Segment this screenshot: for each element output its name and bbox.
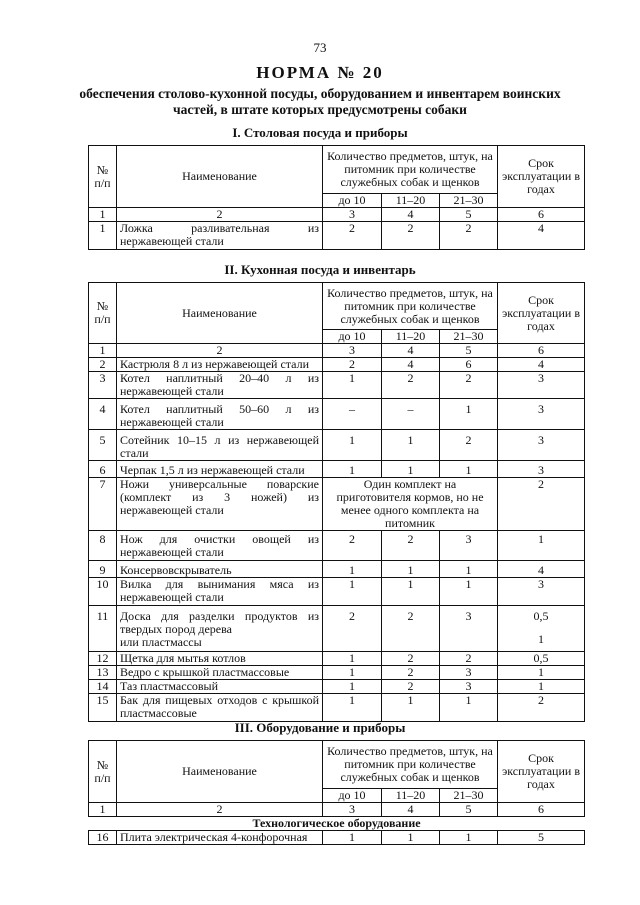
row-num: 9 bbox=[89, 561, 117, 578]
row-term: 3 bbox=[498, 372, 585, 399]
row-q3: 2 bbox=[440, 372, 498, 399]
row-num: 7 bbox=[89, 478, 117, 531]
row-name: Ложка разливательная из нержавеющей стали bbox=[117, 222, 323, 250]
row-term: 1 bbox=[498, 680, 585, 694]
table-row bbox=[89, 680, 585, 694]
row-name: Плита электрическая 4-конфорочная bbox=[117, 831, 323, 845]
row-name: Нож для очистки овощей из нержавеющей стали bbox=[117, 531, 323, 561]
index-cell: 5 bbox=[440, 803, 498, 817]
row-num: 15 bbox=[89, 694, 117, 722]
row-q3: 2 bbox=[440, 430, 498, 461]
row-name: Таз пластмассовый bbox=[117, 680, 323, 694]
row-name: Котел наплитный 50–60 л из нержавеющей стали bbox=[117, 399, 323, 430]
row-q2: 1 bbox=[382, 831, 440, 845]
index-cell: 6 bbox=[498, 208, 585, 222]
row-q2: – bbox=[382, 399, 440, 430]
row-name: Котел наплитный 20–40 л из нержавеющей стали bbox=[117, 372, 323, 399]
table-row bbox=[89, 358, 585, 372]
row-q3: 1 bbox=[440, 561, 498, 578]
row-num: 6 bbox=[89, 461, 117, 478]
table-row bbox=[89, 606, 585, 652]
table-row bbox=[89, 578, 585, 606]
row-q1: 2 bbox=[323, 531, 382, 561]
row-name: Консервовскрыватель bbox=[117, 561, 323, 578]
row-num: 5 bbox=[89, 430, 117, 461]
header-q1: до 10 bbox=[323, 194, 382, 208]
index-cell: 3 bbox=[323, 344, 382, 358]
header-name: Наименование bbox=[117, 146, 323, 208]
group-heading: Технологическое оборудование bbox=[89, 817, 585, 831]
row-q3: 1 bbox=[440, 694, 498, 722]
row-num: 11 bbox=[89, 606, 117, 652]
row-q2: 1 bbox=[382, 461, 440, 478]
row-q2: 4 bbox=[382, 358, 440, 372]
row-term: 2 bbox=[498, 478, 585, 531]
table-row bbox=[89, 399, 585, 430]
row-q1: 1 bbox=[323, 652, 382, 666]
row-name bbox=[117, 606, 323, 652]
header-qty: Количество предметов, штук, на питомник при количестве служебных собак и щенков bbox=[323, 741, 498, 789]
row-q3: 3 bbox=[440, 680, 498, 694]
row-num: 2 bbox=[89, 358, 117, 372]
row-num: 1 bbox=[89, 222, 117, 250]
row-q1: 1 bbox=[323, 430, 382, 461]
row-term-value: 0,5 bbox=[533, 609, 549, 623]
row-q2: 2 bbox=[382, 680, 440, 694]
header-q3: 21–30 bbox=[440, 194, 498, 208]
row-term: 3 bbox=[498, 578, 585, 606]
row-num: 16 bbox=[89, 831, 117, 845]
row-term: 5 bbox=[498, 831, 585, 845]
row-term: 1 bbox=[498, 666, 585, 680]
row-term: 2 bbox=[498, 694, 585, 722]
index-cell: 6 bbox=[498, 803, 585, 817]
row-name: Бак для пищевых отходов с крышкой пластмассовые bbox=[117, 694, 323, 722]
header-q3: 21–30 bbox=[440, 330, 498, 344]
header-q2: 11–20 bbox=[382, 330, 440, 344]
row-name-line: Доска для разделки продуктов из твердых пород дерева bbox=[120, 609, 319, 636]
table-row bbox=[89, 478, 585, 531]
header-num: № п/п bbox=[89, 741, 117, 803]
row-name-alt: или пластмассы bbox=[120, 635, 202, 649]
row-num: 12 bbox=[89, 652, 117, 666]
section-2-title: II. Кухонная посуда и инвентарь bbox=[224, 262, 416, 277]
row-q2: 2 bbox=[382, 222, 440, 250]
table-row bbox=[89, 461, 585, 478]
row-q1: 2 bbox=[323, 606, 382, 652]
row-q2: 2 bbox=[382, 372, 440, 399]
row-num: 13 bbox=[89, 666, 117, 680]
table-row bbox=[89, 561, 585, 578]
header-q2: 11–20 bbox=[382, 789, 440, 803]
table-section-2 bbox=[88, 282, 585, 722]
row-q3: 1 bbox=[440, 461, 498, 478]
section-3-title: III. Оборудование и приборы bbox=[234, 720, 406, 735]
row-q3: 6 bbox=[440, 358, 498, 372]
row-num: 8 bbox=[89, 531, 117, 561]
row-q1: 1 bbox=[323, 461, 382, 478]
table-row bbox=[89, 222, 585, 250]
row-q1: 2 bbox=[323, 358, 382, 372]
index-cell: 2 bbox=[117, 208, 323, 222]
row-q2: 2 bbox=[382, 652, 440, 666]
row-name: Сотейник 10–15 л из нержавеющей стали bbox=[117, 430, 323, 461]
index-cell: 6 bbox=[498, 344, 585, 358]
row-name: Кастрюля 8 л из нержавеющей стали bbox=[117, 358, 323, 372]
row-q3: 1 bbox=[440, 831, 498, 845]
page-number: 73 bbox=[313, 40, 327, 55]
table-row bbox=[89, 430, 585, 461]
index-cell: 5 bbox=[440, 208, 498, 222]
index-cell: 1 bbox=[89, 208, 117, 222]
row-term: 1 bbox=[498, 531, 585, 561]
table-row bbox=[89, 666, 585, 680]
row-name: Черпак 1,5 л из нержавеющей стали bbox=[117, 461, 323, 478]
index-cell: 5 bbox=[440, 344, 498, 358]
row-num: 3 bbox=[89, 372, 117, 399]
document-title: НОРМА № 20 bbox=[256, 63, 384, 82]
header-qty: Количество предметов, штук, на питомник при количестве служебных собак и щенков bbox=[323, 283, 498, 330]
row-q2: 1 bbox=[382, 430, 440, 461]
header-q2: 11–20 bbox=[382, 194, 440, 208]
table-row bbox=[89, 694, 585, 722]
table-row bbox=[89, 372, 585, 399]
row-term: 0,5 bbox=[498, 652, 585, 666]
index-cell: 3 bbox=[323, 803, 382, 817]
row-q2: 1 bbox=[382, 561, 440, 578]
header-q3: 21–30 bbox=[440, 789, 498, 803]
index-cell: 3 bbox=[323, 208, 382, 222]
row-term: 4 bbox=[498, 222, 585, 250]
header-q1: до 10 bbox=[323, 789, 382, 803]
row-q1: 2 bbox=[323, 222, 382, 250]
row-term: 4 bbox=[498, 561, 585, 578]
row-q1: 1 bbox=[323, 372, 382, 399]
row-q3: 1 bbox=[440, 578, 498, 606]
row-term: 3 bbox=[498, 461, 585, 478]
index-cell: 1 bbox=[89, 344, 117, 358]
table-section-1 bbox=[88, 145, 585, 250]
row-term bbox=[498, 606, 585, 652]
row-q2: 2 bbox=[382, 606, 440, 652]
row-q3: 2 bbox=[440, 652, 498, 666]
index-cell: 2 bbox=[117, 803, 323, 817]
row-q2: 2 bbox=[382, 531, 440, 561]
row-q3: 3 bbox=[440, 531, 498, 561]
row-q1: 1 bbox=[323, 680, 382, 694]
header-num: № п/п bbox=[89, 146, 117, 208]
row-name: Ножи универсальные поварские (комплект из 3 ножей) из нержавеющей стали bbox=[117, 478, 323, 531]
row-q1: – bbox=[323, 399, 382, 430]
header-name: Наименование bbox=[117, 741, 323, 803]
row-num: 4 bbox=[89, 399, 117, 430]
index-cell: 4 bbox=[382, 208, 440, 222]
row-q3: 2 bbox=[440, 222, 498, 250]
row-span-note: Один комплект на приготовителя кормов, но не менее одного комплекта на питомник bbox=[323, 478, 498, 531]
row-q1: 1 bbox=[323, 561, 382, 578]
row-q1: 1 bbox=[323, 666, 382, 680]
index-cell: 4 bbox=[382, 803, 440, 817]
row-num: 14 bbox=[89, 680, 117, 694]
table-section-3 bbox=[88, 740, 585, 845]
row-q1: 1 bbox=[323, 831, 382, 845]
index-cell: 1 bbox=[89, 803, 117, 817]
row-num: 10 bbox=[89, 578, 117, 606]
row-q1: 1 bbox=[323, 694, 382, 722]
row-term-alt: 1 bbox=[538, 632, 545, 646]
index-cell: 2 bbox=[117, 344, 323, 358]
header-num: № п/п bbox=[89, 283, 117, 344]
table-row bbox=[89, 831, 585, 845]
row-name: Вилка для вынимания мяса из нержавеющей стали bbox=[117, 578, 323, 606]
header-qty: Количество предметов, штук, на питомник при количестве служебных собак и щенков bbox=[323, 146, 498, 194]
index-cell: 4 bbox=[382, 344, 440, 358]
section-1-title: I. Столовая посуда и приборы bbox=[232, 125, 408, 140]
table-row bbox=[89, 652, 585, 666]
header-term: Срок эксплуатации в годах bbox=[498, 741, 585, 803]
row-q3: 1 bbox=[440, 399, 498, 430]
header-term: Срок эксплуатации в годах bbox=[498, 283, 585, 344]
row-name: Ведро с крышкой пластмассовые bbox=[117, 666, 323, 680]
row-q2: 1 bbox=[382, 694, 440, 722]
row-q3: 3 bbox=[440, 606, 498, 652]
row-term: 3 bbox=[498, 399, 585, 430]
table-row bbox=[89, 531, 585, 561]
row-term: 3 bbox=[498, 430, 585, 461]
header-q1: до 10 bbox=[323, 330, 382, 344]
header-term: Срок эксплуатации в годах bbox=[498, 146, 585, 208]
document-subtitle: обеспечения столово-кухонной посуды, оборудованием и инвентарем воинских частей, в штате которых предусмотрены собаки bbox=[79, 86, 561, 117]
row-term: 4 bbox=[498, 358, 585, 372]
row-name: Щетка для мытья котлов bbox=[117, 652, 323, 666]
row-q1: 1 bbox=[323, 578, 382, 606]
row-q2: 2 bbox=[382, 666, 440, 680]
row-q2: 1 bbox=[382, 578, 440, 606]
row-q3: 3 bbox=[440, 666, 498, 680]
header-name: Наименование bbox=[117, 283, 323, 344]
